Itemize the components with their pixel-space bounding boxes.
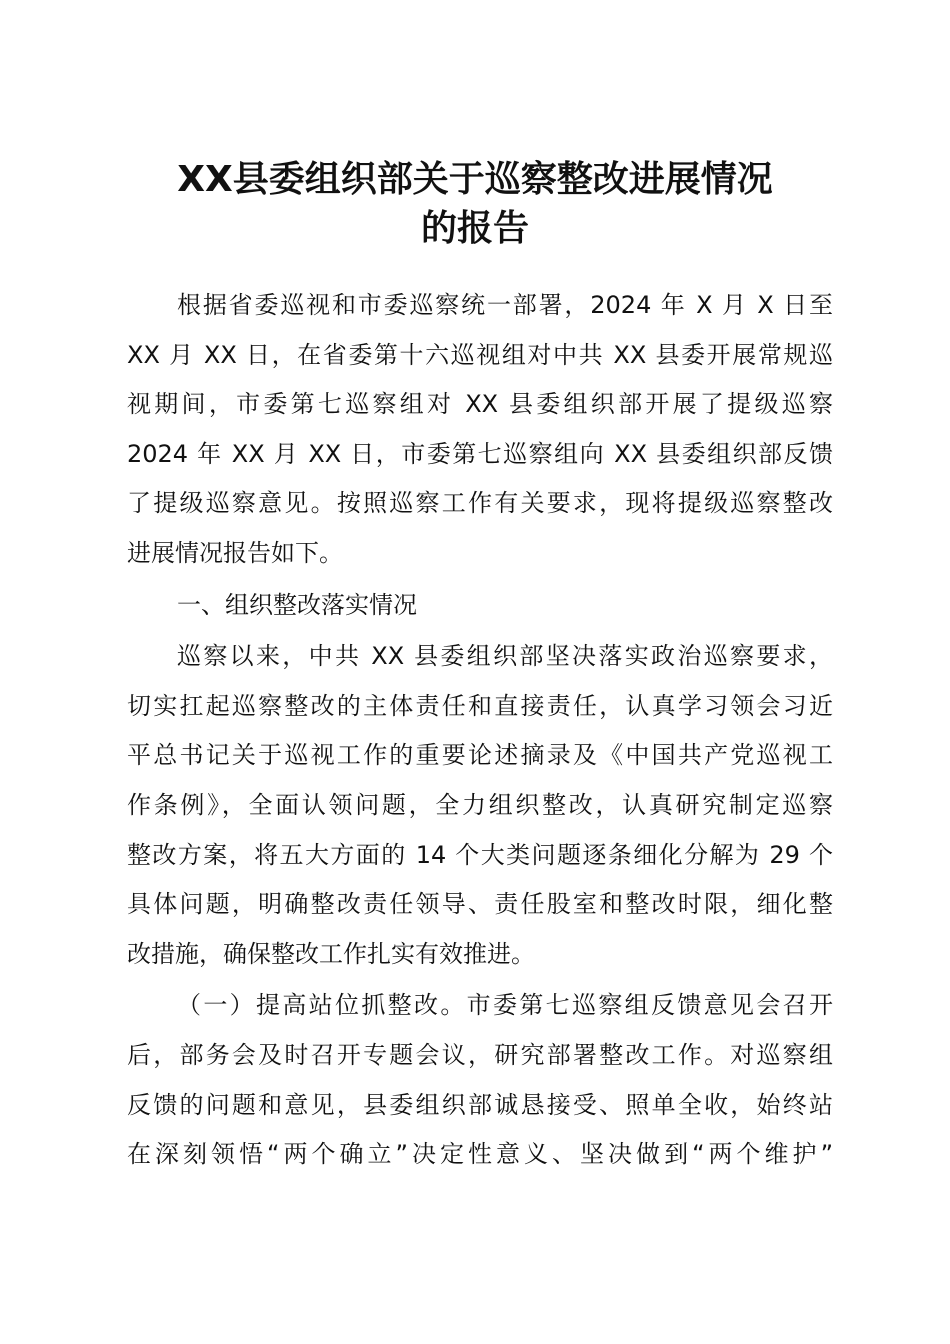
text-line: 切实扛起巡察整改的主体责任和直接责任，认真学习领会习近 <box>127 691 833 720</box>
section-heading <box>127 581 833 631</box>
text-line: 改措施，确保整改工作扎实有效推进。 <box>127 939 535 968</box>
text-line: 后，部务会及时召开专题会议，研究部署整改工作。对巡察组 <box>127 1040 833 1069</box>
paragraph <box>127 632 833 979</box>
text-line: 作条例》，全面认领问题，全力组织整改，认真研究制定巡察 <box>127 790 833 819</box>
text-line: （一）提高站位抓整改。市委第七巡察组反馈意见会召开 <box>177 991 833 1020</box>
document-title-line-2: 的报告 <box>420 208 529 249</box>
text-line: 一、组织整改落实情况 <box>177 590 417 619</box>
text-line: 反馈的问题和意见，县委组织部诚恳接受、照单全收，始终站 <box>127 1090 833 1119</box>
document-title-line-1: XX县委组织部关于巡察整改进展情况 <box>177 159 773 200</box>
document-body <box>127 281 833 1182</box>
text-line: 进展情况报告如下。 <box>127 538 343 567</box>
text-line: 了提级巡察意见。按照巡察工作有关要求，现将提级巡察整改 <box>127 489 833 518</box>
text-line: 在深刻领悟“两个确立”决定性意义、坚决做到“两个维护” <box>127 1140 833 1169</box>
text-line: 具体问题，明确整改责任领导、责任股室和整改时限，细化整 <box>127 890 833 919</box>
text-line: 平总书记关于巡视工作的重要论述摘录及《中国共产党巡视工 <box>127 741 833 770</box>
text-line: 巡察以来，中共 XX 县委组织部坚决落实政治巡察要求， <box>177 642 833 671</box>
text-line: XX 月 XX 日，在省委第十六巡视组对中共 XX 县委开展常规巡 <box>127 340 833 369</box>
text-line: 根据省委巡视和市委巡察统一部署，2024 年 X 月 X 日至 <box>177 291 833 319</box>
paragraph <box>127 281 833 579</box>
text-line: 整改方案，将五大方面的 14 个大类问题逐条细化分解为 29 个 <box>127 840 833 869</box>
paragraph <box>127 981 833 1179</box>
text-line: 视期间，市委第七巡察组对 XX 县委组织部开展了提级巡察 <box>127 390 833 419</box>
text-line: 2024 年 XX 月 XX 日，市委第七巡察组向 XX 县委组织部反馈 <box>127 439 833 468</box>
